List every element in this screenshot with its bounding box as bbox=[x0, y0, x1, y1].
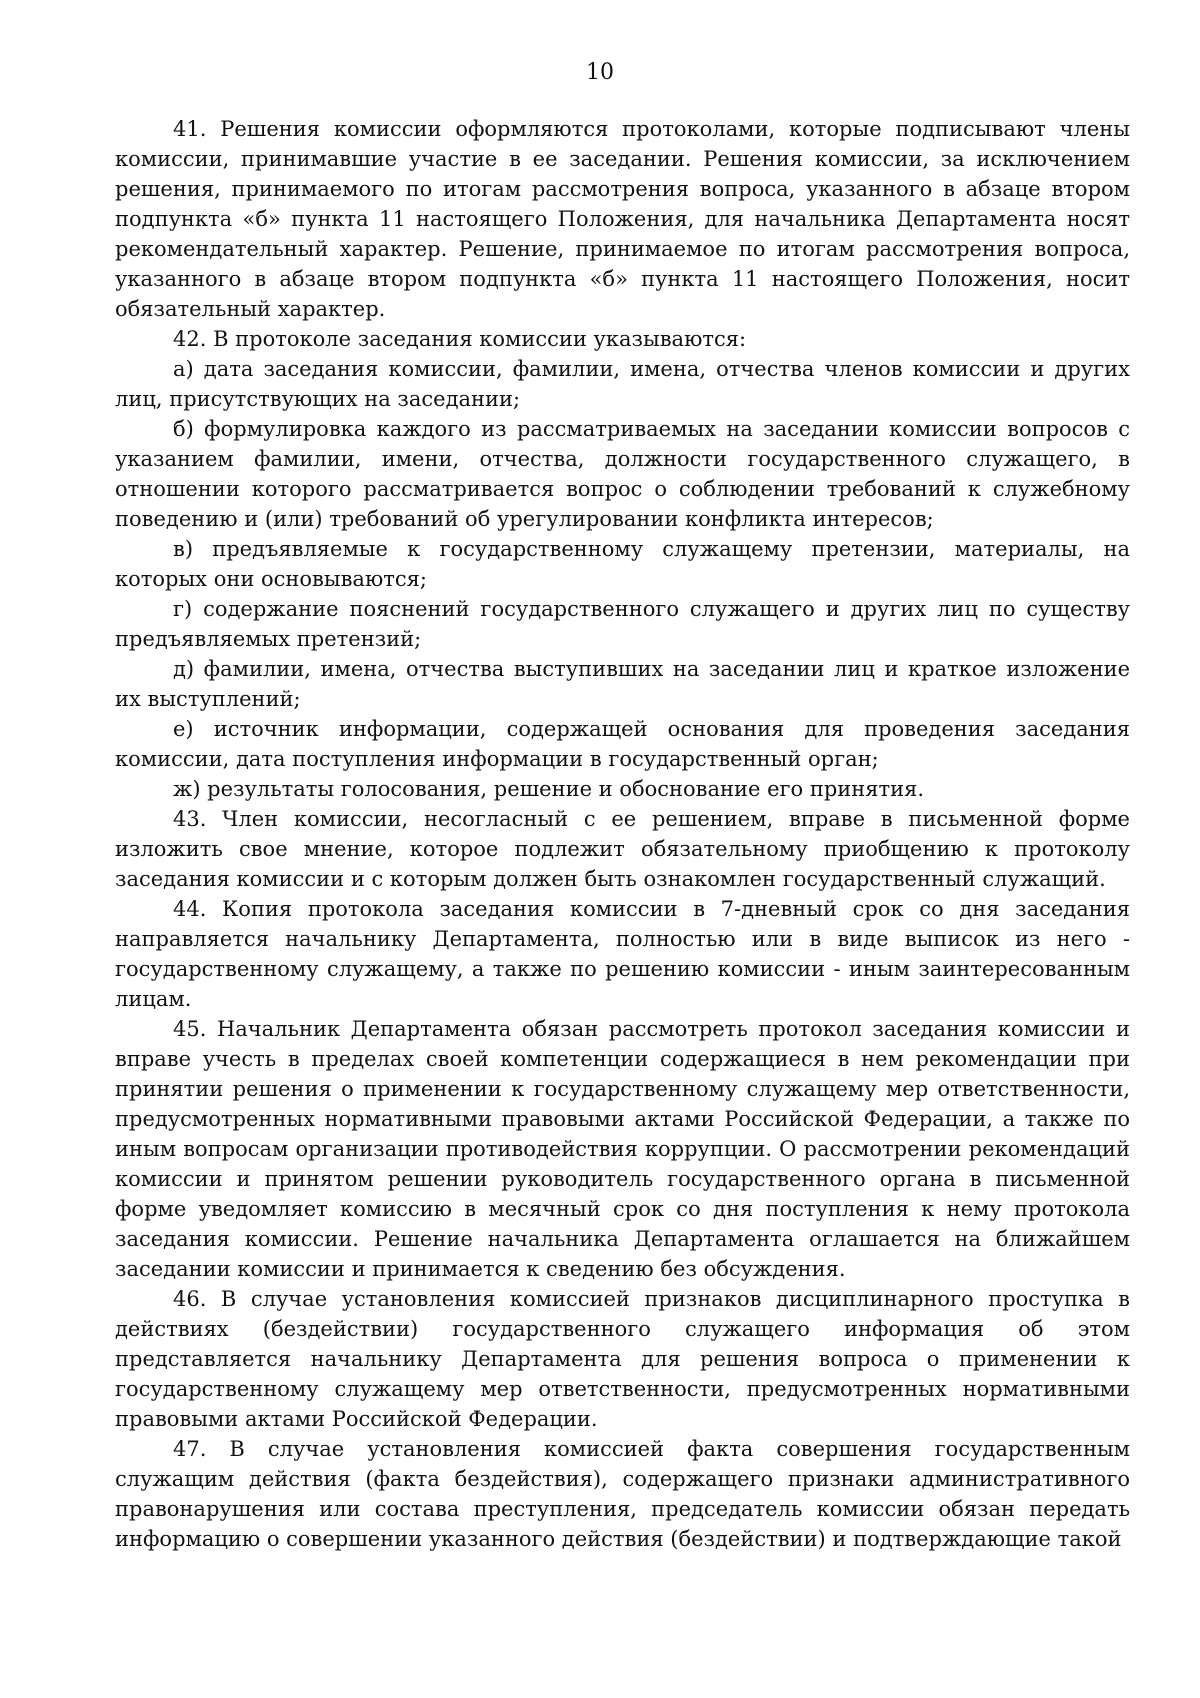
list-item-b: б) формулировка каждого из рассматриваемых на заседании комиссии вопросов с указанием фамилии, имени, отчества, должности государственного служащего, в отношении которого рассматривается вопрос о соблюдении требований к служебному поведению и (или) требований об урегулировании конфликта интересов; bbox=[115, 417, 1130, 531]
paragraph-43: 43. Член комиссии, несогласный с ее решением, вправе в письменной форме изложить свое мнение, которое подлежит обязательному приобщению к протоколу заседания комиссии и с которым должен быть ознакомлен государственный служащий. bbox=[115, 807, 1130, 891]
paragraph-44: 44. Копия протокола заседания комиссии в 7-дневный срок со дня заседания направляется начальнику Департамента, полностью или в виде выписок из него - государственному служащему, а также по решению комиссии - иным заинтересованным лицам. bbox=[115, 897, 1130, 1011]
list-item-e: е) источник информации, содержащей основания для проведения заседания комиссии, дата поступления информации в государственный орган; bbox=[115, 717, 1130, 771]
document-body bbox=[115, 114, 1130, 1554]
list-item-zh: ж) результаты голосования, решение и обоснование его принятия. bbox=[173, 777, 925, 801]
list-item-a: а) дата заседания комиссии, фамилии, имена, отчества членов комиссии и других лиц, присутствующих на заседании; bbox=[115, 357, 1130, 411]
paragraph-47: 47. В случае установления комиссией факта совершения государственным служащим действия (факта бездействия), содержащего признаки административного правонарушения или состава преступления, председатель комиссии обязан передать информацию о совершении указанного действия (бездействии) и подтверждающие такой bbox=[115, 1437, 1130, 1551]
page-number: 10 bbox=[586, 60, 614, 85]
paragraph-41: 41. Решения комиссии оформляются протоколами, которые подписывают члены комиссии, принимавшие участие в ее заседании. Решения комиссии, за исключением решения, принимаемого по итогам рассмотрения вопроса, указанного в абзаце втором подпункта «б» пункта 11 настоящего Положения, для начальника Департамента носят рекомендательный характер. Решение, принимаемое по итогам рассмотрения вопроса, указанного в абзаце втором подпункта «б» пункта 11 настоящего Положения, носит обязательный характер. bbox=[115, 117, 1130, 321]
list-item-g: г) содержание пояснений государственного служащего и других лиц по существу предъявляемых претензий; bbox=[115, 597, 1130, 651]
list-item-d: д) фамилии, имена, отчества выступивших на заседании лиц и краткое изложение их выступлений; bbox=[115, 657, 1130, 711]
paragraph-45: 45. Начальник Департамента обязан рассмотреть протокол заседания комиссии и вправе учесть в пределах своей компетенции содержащиеся в нем рекомендации при принятии решения о применении к государственному служащему мер ответственности, предусмотренных нормативными правовыми актами Российской Федерации, а также по иным вопросам организации противодействия коррупции. О рассмотрении рекомендаций комиссии и принятом решении руководитель государственного органа в письменной форме уведомляет комиссию в месячный срок со дня поступления к нему протокола заседания комиссии. Решение начальника Департамента оглашается на ближайшем заседании комиссии и принимается к сведению без обсуждения. bbox=[115, 1017, 1130, 1281]
paragraph-46: 46. В случае установления комиссией признаков дисциплинарного проступка в действиях (бездействии) государственного служащего информация об этом представляется начальнику Департамента для решения вопроса о применении к государственному служащему мер ответственности, предусмотренных нормативными правовыми актами Российской Федерации. bbox=[115, 1287, 1130, 1431]
paragraph-42: 42. В протоколе заседания комиссии указываются: bbox=[173, 327, 747, 351]
list-item-v: в) предъявляемые к государственному служащему претензии, материалы, на которых они основываются; bbox=[115, 537, 1130, 591]
